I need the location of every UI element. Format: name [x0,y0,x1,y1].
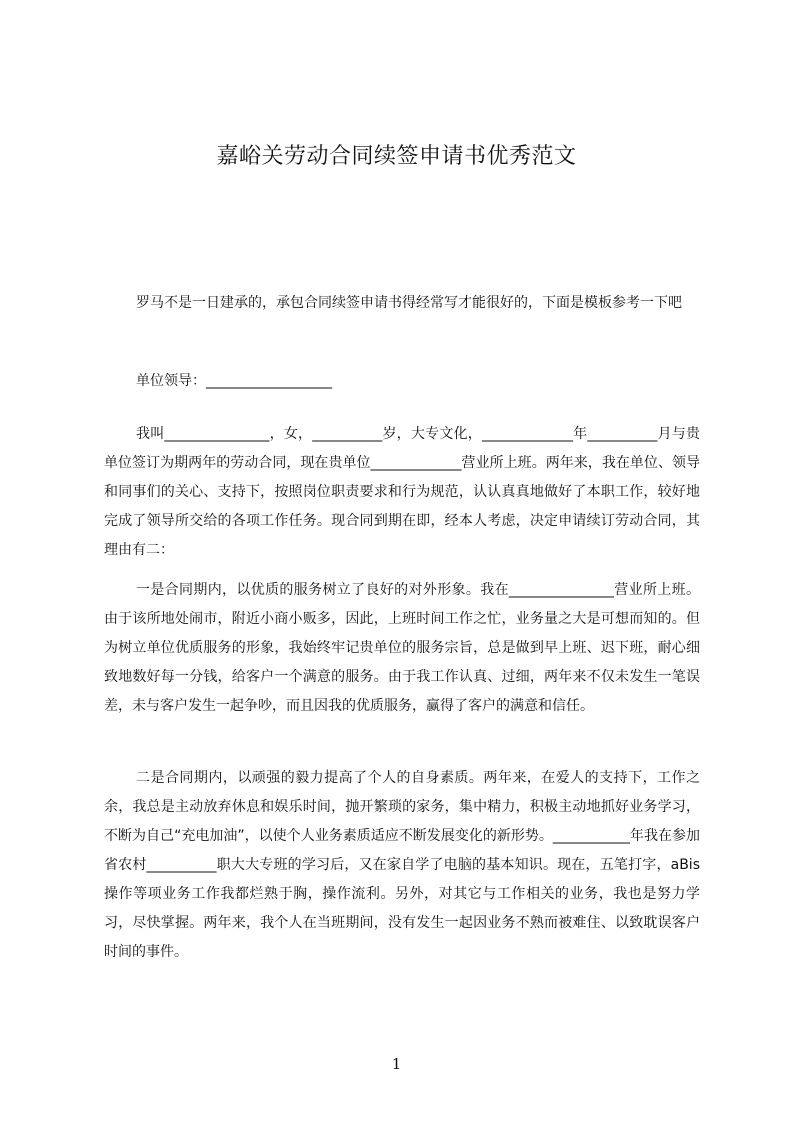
salutation-line: 单位领导：__________________ [136,373,332,389]
page-number: 1 [391,1055,402,1073]
intro-paragraph: 罗马不是一日建承的，承包合同续签申请书得经常写才能很好的，下面是模板参考一下吧 [136,295,682,311]
self-introduction-paragraph: 我叫_______________，女，__________岁，大专文化，_____________年__________月与贵单位签订为期两年的劳动合同，现在贵单位_____________营业所上班。两年来，我在单位、领导和同事们的关心、支持下，按照岗位职责要求和行为规范，认认真真地做好了本职工作，较好地完成了领导所交给的各项工作任务。现合同到期在即，经本人考虑，决定申请续订劳动合同，其理由有二： [104,426,700,558]
reason-one-paragraph: 一是合同期内，以优质的服务树立了良好的对外形象。我在_______________营业所上班。由于该所地处闹市，附近小商小贩多，因此，上班时间工作之忙，业务量之大是可想而知的。但为树立单位优质服务的形象，我始终牢记贵单位的服务宗旨，总是做到早上班、迟下班，耐心细致地数好每一分钱，给客户一个满意的服务。由于我工作认真、过细，两年来不仅未发生一笔误差，未与客户发生一起争吵，而且因我的优质服务，赢得了客户的满意和信任。 [104,582,700,714]
reason-two-paragraph: 二是合同期内，以顽强的毅力提高了个人的自身素质。两年来，在爱人的支持下，工作之余，我总是主动放弃休息和娱乐时间，抛开繁琐的家务，集中精力，积极主动地抓好业务学习，不断为自己“充电加油”，以使个人业务素质适应不断发展变化的新形势。___________年我在参加省农村__________职大大专班的学习后，又在家自学了电脑的基本知识。现在，五笔打字，aBis 操作等项业务工作我都烂熟于胸，操作流利。另外，对其它与工作相关的业务，我也是努力学习，尽快掌握。两年来，我个人在当班期间，没有发生一起因业务不熟而被难住、以致耽误客户时间的事件。 [104,770,700,960]
document-title: 嘉峪关劳动合同续签申请书优秀范文 [216,144,577,169]
